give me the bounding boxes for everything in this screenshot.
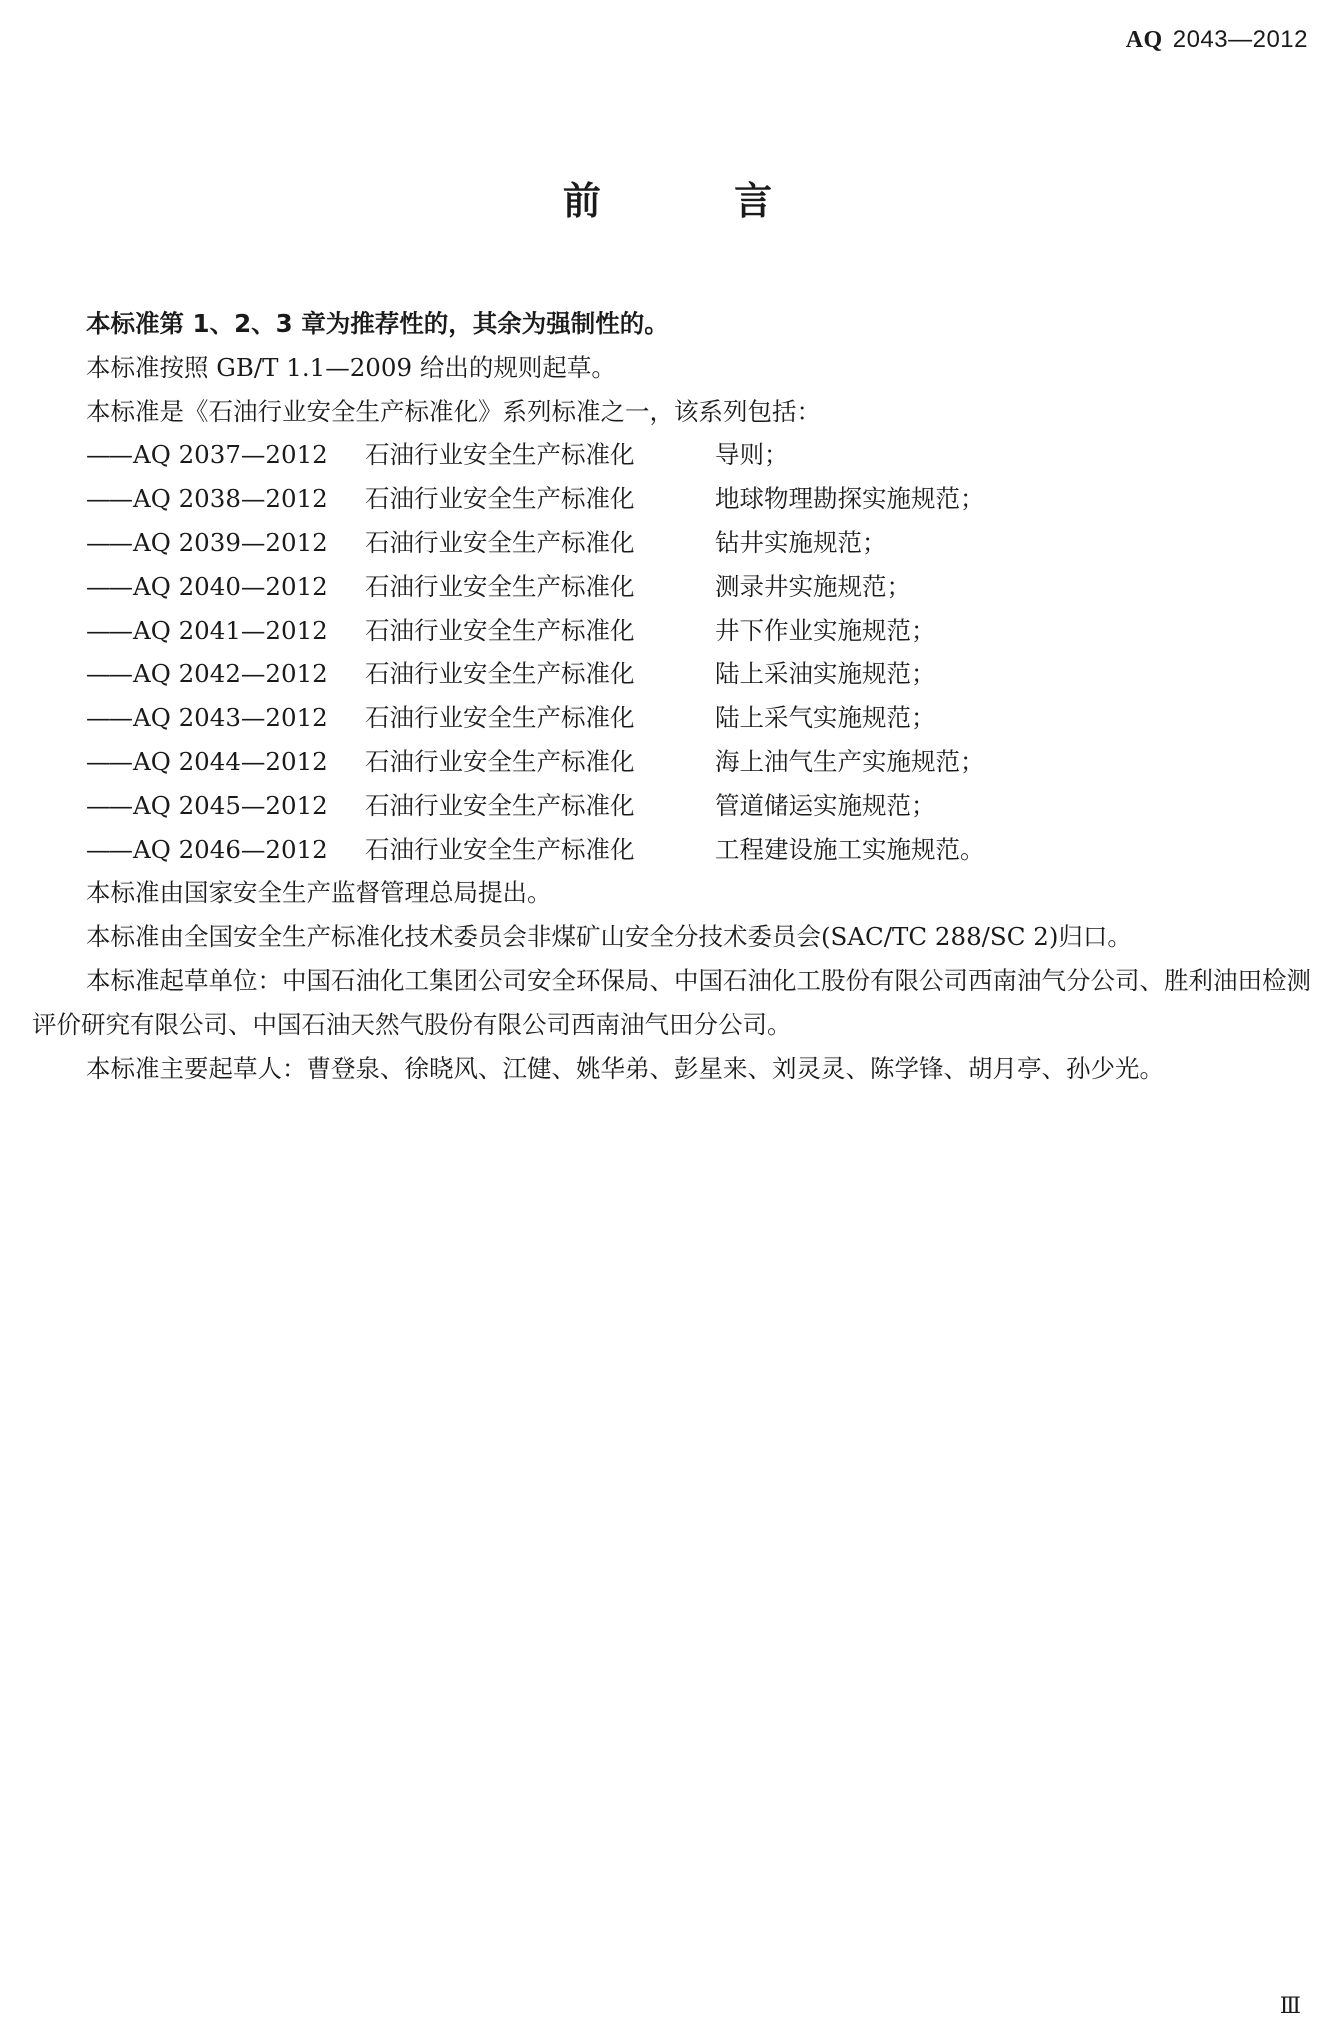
standard-code: AQ 2045—2012 xyxy=(133,790,328,820)
standard-name: 测录井实施规范； xyxy=(715,571,911,601)
paragraph-drafting-rules: 本标准按照 GB/T 1.1—2009 给出的规则起草。 xyxy=(86,352,616,382)
series-list-item xyxy=(32,652,1312,696)
standard-prefix: AQ xyxy=(1125,27,1163,53)
list-dash: —— xyxy=(86,746,131,776)
paragraph-drafters: 本标准主要起草人：曹登泉、徐晓风、江健、姚华弟、彭星来、刘灵灵、陈学锋、胡月亭、孙少光。 xyxy=(86,1053,1164,1083)
standard-code: AQ 2041—2012 xyxy=(133,615,328,645)
standard-name: 导则； xyxy=(715,440,789,470)
standard-group: 石油行业安全生产标准化 xyxy=(365,527,635,557)
list-dash: —— xyxy=(86,834,131,864)
standard-code: AQ 2043—2012 xyxy=(133,703,328,733)
paragraph-proposer: 本标准由国家安全生产监督管理总局提出。 xyxy=(86,878,552,908)
standard-code: AQ 2042—2012 xyxy=(133,659,328,689)
standard-name: 管道储运实施规范； xyxy=(715,790,936,820)
standard-group: 石油行业安全生产标准化 xyxy=(365,790,635,820)
paragraph-series-intro: 本标准是《石油行业安全生产标准化》系列标准之一，该系列包括： xyxy=(86,396,821,426)
paragraph-normative-scope: 本标准第 1、2、3 章为推荐性的，其余为强制性的。 xyxy=(86,309,669,338)
standard-group: 石油行业安全生产标准化 xyxy=(365,440,635,470)
list-dash: —— xyxy=(86,484,131,514)
standard-group: 石油行业安全生产标准化 xyxy=(365,834,635,864)
series-list-item xyxy=(32,609,1312,653)
series-list-item xyxy=(32,433,1312,477)
standard-code: AQ 2039—2012 xyxy=(133,527,328,557)
standard-code: AQ 2037—2012 xyxy=(133,440,328,470)
series-list-item xyxy=(32,477,1312,521)
standard-name: 陆上采气实施规范； xyxy=(715,703,936,733)
page-number: Ⅲ xyxy=(1279,1993,1301,2018)
standard-name: 海上油气生产实施规范； xyxy=(715,746,985,776)
list-dash: —— xyxy=(86,440,131,470)
standard-group: 石油行业安全生产标准化 xyxy=(365,615,635,645)
standard-group: 石油行业安全生产标准化 xyxy=(365,703,635,733)
page-header xyxy=(1126,26,1308,54)
standard-code: AQ 2044—2012 xyxy=(133,746,328,776)
series-list-item xyxy=(32,565,1312,609)
paragraph-drafting-units: 本标准起草单位：中国石油化工集团公司安全环保局、中国石油化工股份有限公司西南油气分公司、胜利油田检测评价研究有限公司、中国石油天然气股份有限公司西南油气田分公司。 xyxy=(32,965,1311,1039)
list-dash: —— xyxy=(86,571,131,601)
series-list-item xyxy=(32,828,1312,872)
standard-name: 钻井实施规范； xyxy=(715,527,887,557)
list-dash: —— xyxy=(86,615,131,645)
standard-group: 石油行业安全生产标准化 xyxy=(365,659,635,689)
standard-number: 2043—2012 xyxy=(1172,26,1308,53)
paragraph-centralized-by: 本标准由全国安全生产标准化技术委员会非煤矿山安全分技术委员会(SAC/TC 288/SC 2)归口。 xyxy=(86,922,1132,952)
list-dash: —— xyxy=(86,527,131,557)
page-title: 前 言 xyxy=(562,179,833,223)
series-list-item xyxy=(32,696,1312,740)
series-list-item xyxy=(32,521,1312,565)
standard-code: AQ 2040—2012 xyxy=(133,571,328,601)
standard-group: 石油行业安全生产标准化 xyxy=(365,746,635,776)
list-dash: —— xyxy=(86,659,131,689)
standard-name: 地球物理勘探实施规范； xyxy=(715,484,985,514)
standard-name: 陆上采油实施规范； xyxy=(715,659,936,689)
standard-code: AQ 2038—2012 xyxy=(133,484,328,514)
foreword-body xyxy=(32,302,1312,1090)
series-standards-list xyxy=(32,433,1312,871)
series-list-item xyxy=(32,784,1312,828)
list-dash: —— xyxy=(86,790,131,820)
list-dash: —— xyxy=(86,703,131,733)
series-list-item xyxy=(32,740,1312,784)
standard-name: 工程建设施工实施规范。 xyxy=(715,834,985,864)
standard-group: 石油行业安全生产标准化 xyxy=(365,571,635,601)
standard-name: 井下作业实施规范； xyxy=(715,615,936,645)
standard-group: 石油行业安全生产标准化 xyxy=(365,484,635,514)
standard-code: AQ 2046—2012 xyxy=(133,834,328,864)
